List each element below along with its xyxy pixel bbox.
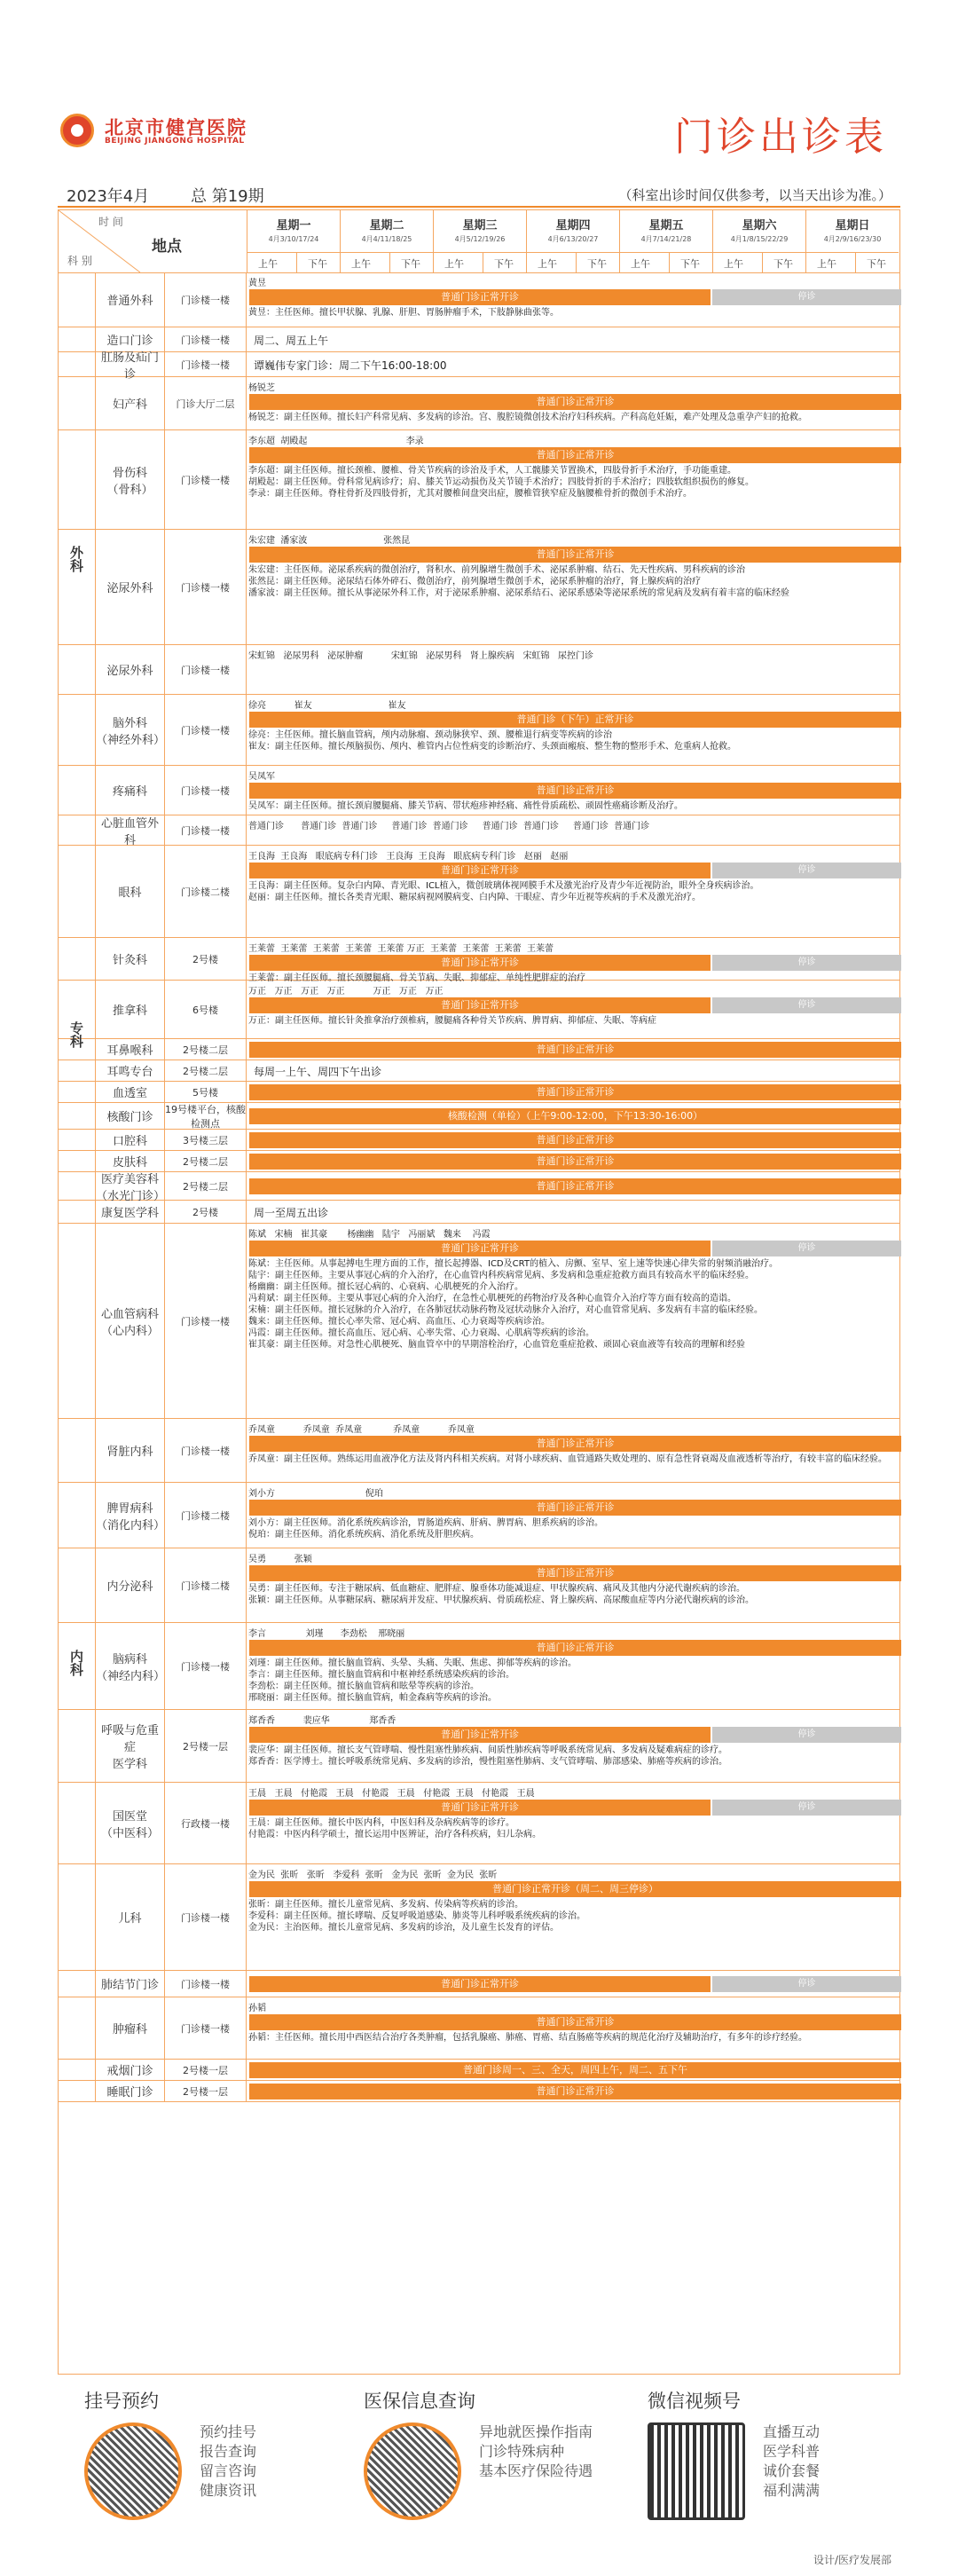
- dept-name[interactable]: 内分泌科: [96, 1548, 165, 1622]
- table-row: [59, 1060, 899, 1082]
- am-label: 上午: [631, 258, 650, 270]
- am-label: 上午: [724, 258, 743, 270]
- open-status-bar: 普通门诊正常开诊: [249, 1178, 901, 1194]
- dept-name[interactable]: 肿瘤科: [96, 1997, 165, 2059]
- day-header: [712, 210, 805, 272]
- ampm-row: [434, 252, 526, 272]
- open-status-bar: 普通门诊正常开诊: [249, 1976, 711, 1992]
- day-header: [247, 210, 340, 272]
- doctor-names: 吴勇 张颖: [248, 1555, 312, 1564]
- dept-name[interactable]: 耳鸣专台: [96, 1060, 165, 1081]
- day-name: 星期日: [835, 219, 870, 232]
- closed-status-bar: 停诊: [712, 1976, 901, 1992]
- dept-name[interactable]: 骨伤科 （骨科）: [96, 430, 165, 529]
- dept-location: 3号楼三层: [165, 1130, 247, 1150]
- doctor-names: 宋虹锦 泌尿男科 泌尿肿瘤 宋虹锦 泌尿男科 肾上腺疾病 宋虹锦 尿控门诊: [248, 651, 594, 661]
- table-row: [59, 430, 899, 530]
- dept-name[interactable]: 针灸科: [96, 938, 165, 980]
- day-dates: 4月3/10/17/24: [268, 235, 319, 243]
- ampm-row: [806, 252, 899, 272]
- dept-location: 门诊楼一楼: [165, 1997, 247, 2059]
- dept-name[interactable]: 肾脏内科: [96, 1419, 165, 1482]
- footer: [58, 2378, 900, 2569]
- divider: [58, 206, 900, 208]
- am-label: 上午: [258, 258, 278, 270]
- dept-location: 门诊大厅二层: [165, 377, 247, 429]
- dept-location: 门诊楼一楼: [165, 1971, 247, 1997]
- doctor-description: 乔凤童：副主任医师。熟练运用血液净化方法及肾内科相关疾病。对肾小球疾病、血管通路失败处理的、原有急性肾衰竭及血液透析等治疗，有较丰富的临床经验。: [248, 1454, 887, 1464]
- am-label: 上午: [817, 258, 836, 270]
- table-header: [59, 210, 899, 273]
- doctor-description: 陈斌：主任医师。从事起搏电生理方面的工作，擅长起搏器、ICD及CRT的植入、房颤、室早、室上速等快速心律失常的射频消融治疗。 陆宇：副主任医师。主要从事冠心病的介入治疗，在心血管内科疾病常见病、多发病和急重症抢救方面具有较高水平的临床经验。 杨幽幽：副主任医师。擅长冠心病的、心衰病、心肌梗死的介入治疗。 冯莉斌：副主任医师。主要从事冠心病的介入治疗，在急性心肌梗死的药物治疗及各种心血管介入治疗等方面有较高的造诣。 宋楠：副主任医师。擅长冠脉的介入治疗，在各肺冠状动脉药物及冠状动脉介入治疗，对心血管常见病、多发病有丰富的临床经验。 魏来：副主任医师。擅长心率失常、冠心病、高血压、心力衰竭等疾病诊治。 冯霞：副主任医师。擅长高血压、冠心病、心率失常、心力衰竭、心肌病等疾病的诊治。 崔其豪：副主任医师。对急性心肌梗死、脑血管卒中的早期溶栓治疗，心血管危重症抢救、顽固心衰血液等有较高的理解和经验: [248, 1259, 778, 1350]
- dept-name[interactable]: 呼吸与危重症 医学科: [96, 1710, 165, 1782]
- hospital-name-en: BEIJING JIANGONG HOSPITAL: [105, 137, 245, 146]
- dept-name[interactable]: 康复医学科: [96, 1201, 165, 1223]
- dept-location: 2号楼: [165, 938, 247, 980]
- dept-name[interactable]: 皮肤科: [96, 1151, 165, 1171]
- dept-location: 2号楼一层: [165, 2060, 247, 2080]
- doctor-names: 刘小方 倪珀: [248, 1489, 383, 1499]
- table-row: [59, 1172, 899, 1201]
- footer-appointment-title: 挂号预约: [84, 2391, 159, 2412]
- dept-name[interactable]: 脑病科 （神经内科）: [96, 1623, 165, 1709]
- dept-location: 6号楼: [165, 981, 247, 1038]
- dept-location: 门诊楼一楼: [165, 352, 247, 376]
- open-status-bar: 核酸检测（单检）（上午9:00-12:00，下午13:30-16:00）: [249, 1108, 901, 1124]
- dept-location: 门诊楼二楼: [165, 1548, 247, 1622]
- am-label: 上午: [444, 258, 464, 270]
- dept-location: 门诊楼一楼: [165, 1224, 247, 1418]
- doctor-names: 普通门诊 普通门诊 普通门诊 普通门诊 普通门诊 普通门诊 普通门诊 普通门诊 普通门诊: [248, 822, 650, 831]
- open-status-bar: 普通门诊正常开诊: [249, 1084, 901, 1100]
- dept-location: 门诊楼一楼: [165, 1864, 247, 1970]
- open-status-bar: 普通门诊正常开诊: [249, 1154, 901, 1170]
- doctor-description: 万正：副主任医师。擅长针灸推拿治疗颈椎病，腰腿痛各种骨关节疾病、脾胃病、抑郁症、失眠、等病症: [248, 1016, 656, 1026]
- doctor-names: 万正 万正 万正 万正 万正 万正 万正: [248, 987, 444, 997]
- table-row: [59, 1783, 899, 1864]
- footer-wechat-list: [763, 2422, 820, 2501]
- open-status-bar: 普通门诊正常开诊: [249, 394, 901, 410]
- ampm-row: [341, 252, 433, 272]
- am-label: 上午: [351, 258, 371, 270]
- dept-location: 行政楼一楼: [165, 1783, 247, 1863]
- day-name: 星期六: [742, 219, 777, 232]
- dept-name[interactable]: 心血管病科 （心内科）: [96, 1224, 165, 1418]
- table-row: [59, 2081, 899, 2102]
- dept-location: 门诊楼一楼: [165, 815, 247, 845]
- open-status-bar: 普通门诊正常开诊: [249, 547, 901, 563]
- schedule-note: 周一至周五出诊: [254, 1207, 329, 1219]
- table-row: [59, 1997, 899, 2060]
- dept-location: 5号楼: [165, 1082, 247, 1102]
- footer-item: 福利满满: [763, 2482, 821, 2499]
- doctor-names: 乔凤童 乔凤童 乔凤童 乔凤童 乔凤童: [248, 1425, 475, 1435]
- table-row: [59, 766, 899, 815]
- open-status-bar: 普通门诊正常开诊: [249, 1241, 711, 1256]
- dept-location: 门诊楼一楼: [165, 1623, 247, 1709]
- doctor-description: 徐亮：主任医师。擅长脑血管病，颅内动脉瘤、颈动脉狭窄、颈、腰椎退行病变等疾病的诊治 崔友：副主任医师。擅长颅脑损伤、颅内、椎管内占位性病变的诊断治疗、头颈面瘢痕、整生物的整形手术、危重病人抢救。: [248, 730, 736, 752]
- dept-name[interactable]: 普通外科: [96, 272, 165, 327]
- dept-location: 2号楼: [165, 1201, 247, 1223]
- schedule-note: 周二、周五上午: [254, 335, 329, 347]
- doctor-description: 李东超：副主任医师。擅长颈椎、腰椎、骨关节疾病的诊治及手术，人工髋膝关节置换术，四肢骨折手术治疗，手功能重建。 胡殿起：副主任医师。骨科常见病诊疗；肩、膝关节运动损伤及关节镜手术治疗；四肢骨折的手术治疗；四肢软组织损伤的修复。 李录：副主任医师。脊柱骨折及四肢骨折，尤其对腰椎间盘突出症，腰椎管狭窄症及脑腰椎骨折的微创手术治疗。: [248, 466, 754, 499]
- doctor-description: 杨锐芝：副主任医师。擅长妇产科常见病、多发病的诊治。宫、腹腔镜微创技术治疗妇科疾病。产科高危妊娠，难产处理及急重孕产妇的抢救。: [248, 413, 807, 422]
- dept-location: 2号楼一层: [165, 1710, 247, 1782]
- day-dates: 4月4/11/18/25: [361, 235, 412, 243]
- doctor-names: 李言 刘瑾 李劲松 邢晓丽: [248, 1629, 405, 1639]
- dept-name[interactable]: 肺结节门诊: [96, 1971, 165, 1997]
- day-dates: 4月6/13/20/27: [547, 235, 599, 243]
- table-row: [59, 351, 899, 382]
- dept-name[interactable]: 眼科: [96, 846, 165, 937]
- doctor-names: 金为民 张昕 张昕 李爱科 张昕 金为民 张昕 金为民 张昕: [248, 1871, 498, 1880]
- doctor-description: 吴勇：副主任医师。专注于糖尿病、低血糖症、肥胖症、腺垂体功能减退症、甲状腺疾病、痛风及其他内分泌代谢疾病的诊治。 张颖：副主任医师。从事糖尿病、糖尿病并发症、甲状腺疾病、骨质疏松症、肾上腺疾病、高尿酸血症等内分泌代谢疾病的诊治。: [248, 1584, 754, 1605]
- dept-name[interactable]: 国医堂 （中医科）: [96, 1783, 165, 1863]
- table-row: [59, 1548, 899, 1623]
- footer-wechat: [621, 2378, 896, 2569]
- day-dates: 4月5/12/19/26: [454, 235, 506, 243]
- open-status-bar: 普通门诊正常开诊: [249, 2014, 901, 2030]
- header-diagonal: [59, 210, 140, 272]
- dept-location: 门诊楼一楼: [165, 327, 247, 351]
- day-name: 星期三: [462, 219, 498, 232]
- table-row: [59, 1151, 899, 1172]
- dept-location: 门诊楼一楼: [165, 430, 247, 529]
- dept-name[interactable]: 妇产科: [96, 377, 165, 429]
- dept-name[interactable]: 心脏血管外科: [96, 815, 165, 845]
- footer-item: 直播互动: [763, 2423, 821, 2440]
- doctor-description: 朱宏建：主任医师。泌尿系疾病的微创治疗，肾积水、前列腺增生微创手术、泌尿系肿瘤、结石、先天性疾病、男科疾病的诊治 张然昆：副主任医师。泌尿结石体外碎石、微创治疗，前列腺增生微创手术，泌尿系肿瘤的治疗，肾上腺疾病的治疗 潘家波：副主任医师。擅长从事泌尿外科工作，对于泌尿系肿瘤、泌尿系结石、泌尿系感染等泌尿系统的常见病及发病有着丰富的临床经验: [248, 565, 789, 598]
- dept-location: 2号楼二层: [165, 1151, 247, 1171]
- pm-label: 下午: [308, 258, 327, 270]
- ampm-row: [620, 252, 712, 272]
- dept-header: 科 别: [67, 255, 92, 267]
- doctor-description: 张昕：副主任医师。擅长儿童常见病、多发病、传染病等疾病的诊治。 李爱科：副主任医师。擅长哮喘、反复呼吸道感染、肺炎等儿科呼吸系统疾病的诊治。 金为民：主治医师。擅长儿童常见病、多发病的诊治，及儿童生长发育的评估。: [248, 1900, 585, 1933]
- hospital-logo-icon: [60, 114, 94, 147]
- closed-status-bar: 停诊: [712, 997, 901, 1013]
- pm-label: 下午: [587, 258, 607, 270]
- footer-item: 留言咨询: [200, 2462, 257, 2479]
- footer-item: 门诊特殊病种: [479, 2443, 565, 2460]
- day-name: 星期一: [276, 219, 311, 232]
- dept-name[interactable]: 口腔科: [96, 1130, 165, 1150]
- open-status-bar: 普通门诊正常开诊: [249, 447, 901, 463]
- dept-name[interactable]: 睡眠门诊: [96, 2081, 165, 2101]
- schedule-note: 每周一上午、周四下午出诊: [254, 1066, 382, 1078]
- page-title: 门诊出诊表: [674, 114, 887, 160]
- footer-insurance-list: [479, 2422, 593, 2481]
- footer-wechat-title: 微信视频号: [648, 2391, 741, 2412]
- open-status-bar: 普通门诊正常开诊: [249, 1132, 901, 1148]
- doctor-description: 王良海：副主任医师。复杂白内障、青光眼、ICL植入，微创玻璃体视网膜手术及激光治疗及青少年近视防治，眼外全身疾病诊治。 赵丽：副主任医师。擅长各类青光眼、糖尿病视网膜病变、白内障、干眼症、青少年近视等疾病的手术及激光治疗。: [248, 881, 759, 902]
- ampm-row: [247, 252, 340, 272]
- open-status-bar: 普通门诊正常开诊: [249, 1500, 901, 1516]
- dept-name[interactable]: 戒烟门诊: [96, 2060, 165, 2080]
- dept-location: 2号楼一层: [165, 2081, 247, 2101]
- table-row: [59, 981, 899, 1039]
- table-row: [59, 1103, 899, 1130]
- doctor-names: 黄昱: [248, 279, 266, 288]
- appointment-qr-icon[interactable]: [84, 2422, 182, 2520]
- footer-appointment: [58, 2378, 333, 2569]
- header: [0, 0, 958, 177]
- category-surgery: 外科: [59, 272, 96, 846]
- table-row: [59, 1039, 899, 1060]
- footer-appointment-list: [200, 2422, 256, 2501]
- doctor-names: 李东超 胡殿起 李录: [248, 437, 424, 446]
- footer-item: 健康资讯: [200, 2482, 257, 2499]
- doctor-description: 裴应华：副主任医师。擅长支气管哮喘、慢性阻塞性肺疾病、间质性肺疾病等呼吸系统常见病、多发病及疑难病症的诊疗。 郑香香：医学博士。擅长呼吸系统常见病、多发病的诊治，慢性阻塞性肺病、支气管哮喘、肺部感染、肺癌等疾病的诊治。: [248, 1745, 727, 1767]
- day-header: [619, 210, 712, 272]
- schedule-note: 谭巍伟专家门诊：周二下午16:00-18:00: [254, 359, 447, 372]
- category-special: 专科: [59, 846, 96, 1224]
- dept-name[interactable]: 肛肠及疝门诊: [96, 352, 165, 376]
- dept-location: 2号楼二层: [165, 1172, 247, 1200]
- doctor-names: 徐亮 崔友 崔友: [248, 701, 406, 711]
- open-status-bar: 普通门诊正常开诊: [249, 955, 711, 971]
- open-status-bar: 普通门诊正常开诊: [249, 1800, 711, 1816]
- open-status-bar: 普通门诊正常开诊: [249, 2084, 901, 2099]
- doctor-description: 刘瑾：副主任医师。擅长脑血管病、头晕、头痛、失眠、焦虑、抑郁等疾病的诊治。 李言：副主任医师。擅长脑血管病和中枢神经系统感染疾病的诊治。 李劲松：副主任医师。擅长脑血管病和眩晕等疾病的诊治。 邢晓丽：副主任医师。擅长脑血管病，帕金森病等疾病的诊治。: [248, 1658, 577, 1703]
- dept-name[interactable]: 造口门诊: [96, 327, 165, 351]
- footer-item: 异地就医操作指南: [479, 2423, 593, 2440]
- footer-insurance: [337, 2378, 612, 2569]
- table-row: [59, 1864, 899, 1971]
- footer-item: 报告查询: [200, 2443, 257, 2460]
- dept-location: 门诊楼一楼: [165, 272, 247, 327]
- doctor-names: 郑香香 裴应华 郑香香: [248, 1716, 397, 1726]
- doctor-description: 孙韬：主任医师。擅长用中西医结合治疗各类肿瘤，包括乳腺癌、肺癌、胃癌、结直肠癌等疾病的规范化治疗及辅助治疗，有多年的诊疗经验。: [248, 2033, 807, 2043]
- pm-label: 下午: [401, 258, 420, 270]
- pm-label: 下午: [680, 258, 700, 270]
- doctor-description: 吴凤军：副主任医师。擅长颈肩腰腿痛、膝关节病、带状疱疹神经痛、痛性骨质疏松、顽固性癌痛诊断及治疗。: [248, 801, 683, 811]
- dept-name[interactable]: 脑外科 （神经外科）: [96, 695, 165, 765]
- open-status-bar: 普通门诊正常开诊: [249, 997, 711, 1013]
- table-row: [59, 530, 899, 645]
- day-header: [433, 210, 526, 272]
- table-row: [59, 1082, 899, 1103]
- dept-name[interactable]: 血透室: [96, 1082, 165, 1102]
- insurance-qr-icon[interactable]: [364, 2422, 461, 2520]
- dept-location: 门诊楼二楼: [165, 846, 247, 937]
- dept-name[interactable]: 推拿科: [96, 981, 165, 1038]
- dept-location: 门诊楼二楼: [165, 1483, 247, 1548]
- doctor-description: 王晨：副主任医师。擅长中医内科，中医妇科及杂病疾病等的诊疗。 付艳霞：中医内科学硕士，擅长运用中医辨证，治疗各科疾病，妇儿杂病。: [248, 1818, 541, 1839]
- dept-location: 门诊楼一楼: [165, 645, 247, 694]
- table-row: [59, 2060, 899, 2081]
- am-label: 上午: [538, 258, 557, 270]
- category-internal: 内科: [59, 1224, 96, 2102]
- open-status-bar: 普通门诊正常开诊: [249, 783, 901, 799]
- open-status-bar: 普通门诊正常开诊（周二、周三停诊）: [249, 1881, 901, 1897]
- ampm-row: [527, 252, 619, 272]
- doctor-description: 刘小方：副主任医师。消化系统疾病诊治，胃肠道疾病、肝病、脾胃病、胆系疾病的诊治。 倪珀：副主任医师。消化系统疾病、消化系统及肝胆疾病。: [248, 1518, 603, 1540]
- open-status-bar: 普通门诊正常开诊: [249, 1565, 901, 1581]
- open-status-bar: 普通门诊正常开诊: [249, 1436, 901, 1452]
- pm-label: 下午: [773, 258, 793, 270]
- day-name: 星期四: [555, 219, 591, 232]
- dept-name[interactable]: 泌尿外科: [96, 645, 165, 694]
- day-dates: 4月2/9/16/23/30: [823, 235, 882, 243]
- table-row: [59, 1224, 899, 1419]
- closed-status-bar: 停诊: [712, 1727, 901, 1743]
- dept-location: 2号楼二层: [165, 1039, 247, 1060]
- table-row: [59, 938, 899, 981]
- doctor-description: 王莱蕾：副主任医师。擅长颈腰腿痛、骨关节病、失眠、抑郁症、单纯性肥胖症的治疗: [248, 973, 585, 983]
- table-row: [59, 1483, 899, 1548]
- dept-location: 门诊楼一楼: [165, 530, 247, 644]
- location-header: 地点: [152, 238, 182, 256]
- day-header: [340, 210, 433, 272]
- doctor-names: 孙韬: [248, 2004, 266, 2013]
- closed-status-bar: 停诊: [712, 955, 901, 971]
- subheader: [58, 182, 900, 207]
- table-row: [59, 327, 899, 352]
- footer-item: 医学科普: [763, 2443, 821, 2460]
- day-name: 星期二: [369, 219, 404, 232]
- table-row: [59, 377, 899, 430]
- month-label: 2023年4月: [67, 187, 150, 206]
- doctor-names: 杨锐芝: [248, 383, 275, 393]
- open-status-bar: 普通门诊正常开诊: [249, 289, 711, 305]
- closed-status-bar: 停诊: [712, 1800, 901, 1816]
- doctor-names: 王晨 王晨 付艳霞 王晨 付艳霞 王晨 付艳霞 王晨 付艳霞 王晨: [248, 1789, 535, 1799]
- footer-item: 基本医疗保险待遇: [479, 2462, 593, 2479]
- pm-label: 下午: [867, 258, 886, 270]
- dept-location: 门诊楼一楼: [165, 1419, 247, 1482]
- closed-status-bar: 停诊: [712, 1241, 901, 1256]
- ampm-row: [713, 252, 805, 272]
- table-row: [59, 1130, 899, 1151]
- dept-name[interactable]: 泌尿外科: [96, 530, 165, 644]
- dept-location: 门诊楼一楼: [165, 695, 247, 765]
- day-header: [805, 210, 899, 272]
- dept-location: 19号楼平台，核酸检测点: [165, 1103, 246, 1130]
- open-status-bar: 普通门诊正常开诊: [249, 1640, 901, 1656]
- open-status-bar: 普通门诊周一、三、全天，周四上午，周二、五下午: [249, 2062, 901, 2078]
- doctor-names: 王良海 王良海 眼底病专科门诊 王良海 王良海 眼底病专科门诊 赵丽 赵丽: [248, 852, 569, 862]
- table-row: [59, 1201, 899, 1224]
- table-row: [59, 1971, 899, 1997]
- open-status-bar: 普通门诊（下午）正常开诊: [249, 712, 901, 728]
- dept-name[interactable]: 儿科: [96, 1864, 165, 1970]
- dept-location: 门诊楼一楼: [165, 766, 247, 815]
- table-row: [59, 695, 899, 766]
- table-row: [59, 1419, 899, 1483]
- doctor-names: 陈斌 宋楠 崔其豪 杨幽幽 陆宇 冯丽斌 魏来 冯霞: [248, 1230, 491, 1240]
- dept-name[interactable]: 脾胃病科 （消化内科）: [96, 1483, 165, 1548]
- dept-name[interactable]: 疼痛科: [96, 766, 165, 815]
- design-credit: 设计/医疗发展部: [813, 2554, 891, 2566]
- footer-item: 诚价套餐: [763, 2462, 821, 2479]
- wechat-qr-icon[interactable]: [648, 2422, 745, 2520]
- open-status-bar: 普通门诊正常开诊: [249, 863, 711, 878]
- notice-text: （科室出诊时间仅供参考，以当天出诊为准。）: [618, 187, 891, 203]
- table-row: [59, 272, 899, 327]
- day-dates: 4月7/14/21/28: [640, 235, 692, 243]
- pm-label: 下午: [494, 258, 514, 270]
- day-dates: 4月1/8/15/22/29: [730, 235, 789, 243]
- dept-name[interactable]: 医疗美容科 （水光门诊）: [96, 1172, 166, 1203]
- table-row: [59, 645, 899, 695]
- time-header: 时 间: [98, 216, 123, 228]
- table-row: [59, 1623, 899, 1710]
- day-name: 星期五: [648, 219, 684, 232]
- footer-item: 预约挂号: [200, 2423, 257, 2440]
- open-status-bar: 普通门诊正常开诊: [249, 1042, 901, 1058]
- dept-name[interactable]: 核酸门诊: [96, 1103, 165, 1129]
- closed-status-bar: 停诊: [712, 289, 901, 305]
- dept-name[interactable]: 耳鼻喉科: [96, 1039, 165, 1060]
- doctor-description: 黄昱：主任医师。擅长甲状腺、乳腺、肝胆、胃肠肿瘤手术，下肢静脉曲张等。: [248, 308, 559, 318]
- table-row: [59, 815, 899, 846]
- table-row: [59, 846, 899, 938]
- doctor-names: 王莱蕾 王莱蕾 王莱蕾 王莱蕾 王莱蕾 万正 王莱蕾 王莱蕾 王莱蕾 王莱蕾: [248, 944, 554, 954]
- table-row: [59, 1710, 899, 1783]
- schedule-table: [58, 209, 900, 2375]
- dept-location: 2号楼二层: [165, 1060, 247, 1081]
- closed-status-bar: 停诊: [712, 863, 901, 878]
- doctor-names: 吴凤军: [248, 772, 275, 782]
- issue-label: 总 第19期: [191, 187, 264, 206]
- doctor-names: 朱宏建 潘家波 张然昆: [248, 536, 411, 546]
- open-status-bar: 普通门诊正常开诊: [249, 1727, 711, 1743]
- footer-insurance-title: 医保信息查询: [364, 2391, 475, 2412]
- day-header: [526, 210, 619, 272]
- hospital-name: 北京市健宫医院: [105, 117, 247, 138]
